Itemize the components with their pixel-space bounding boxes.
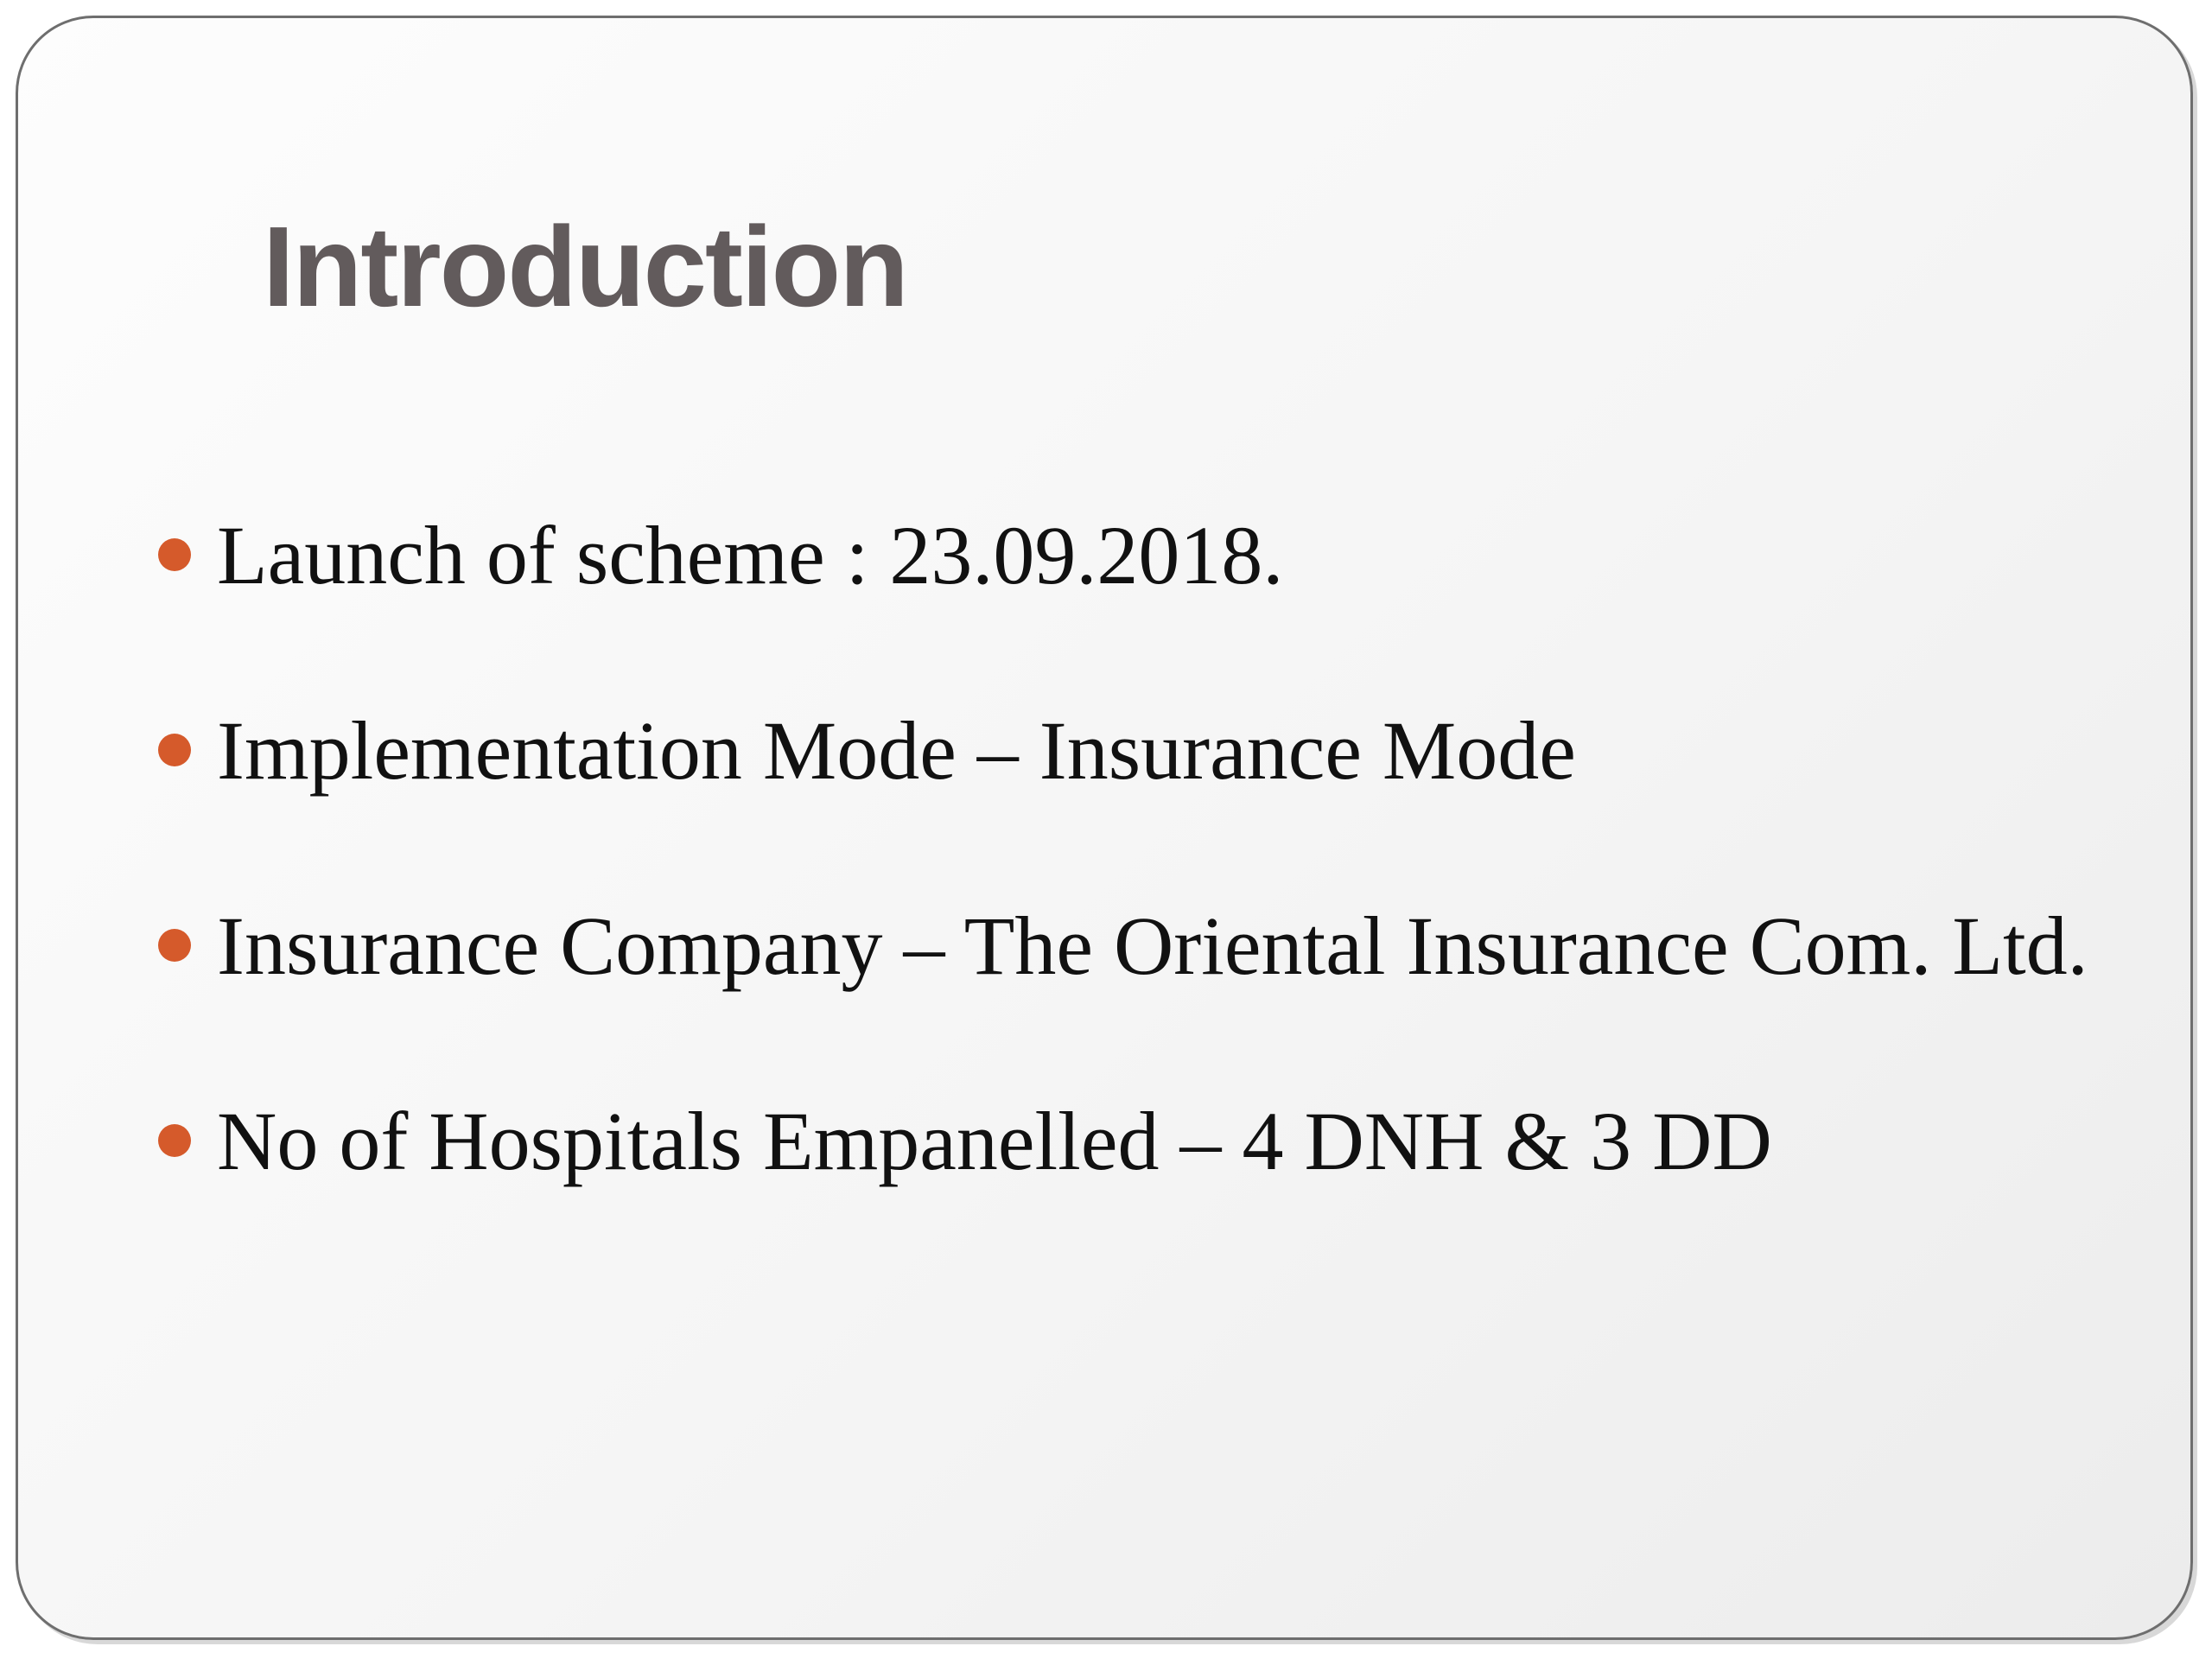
bullet-icon [158, 538, 191, 571]
bullet-item-hospitals-empanelled [217, 1053, 2101, 1230]
bullet-icon [158, 929, 191, 962]
bullet-icon [158, 734, 191, 766]
bullet-text: Launch of scheme : 23.09.2018. [217, 509, 1284, 601]
slide-title: Introduction [263, 203, 907, 330]
bullet-list [217, 467, 2101, 1249]
bullet-text: Implementation Mode – Insurance Mode [217, 704, 1576, 797]
bullet-item-insurance-company [217, 858, 2101, 1034]
bullet-text: Insurance Company – The Oriental Insurance Com. Ltd. [217, 899, 2088, 992]
bullet-text: No of Hospitals Empanelled – 4 DNH & 3 DD [217, 1095, 1772, 1187]
bullet-item-implementation-mode [217, 663, 2101, 839]
bullet-icon [158, 1124, 191, 1157]
slide-frame [16, 16, 2193, 1640]
bullet-item-launch [217, 467, 2101, 644]
